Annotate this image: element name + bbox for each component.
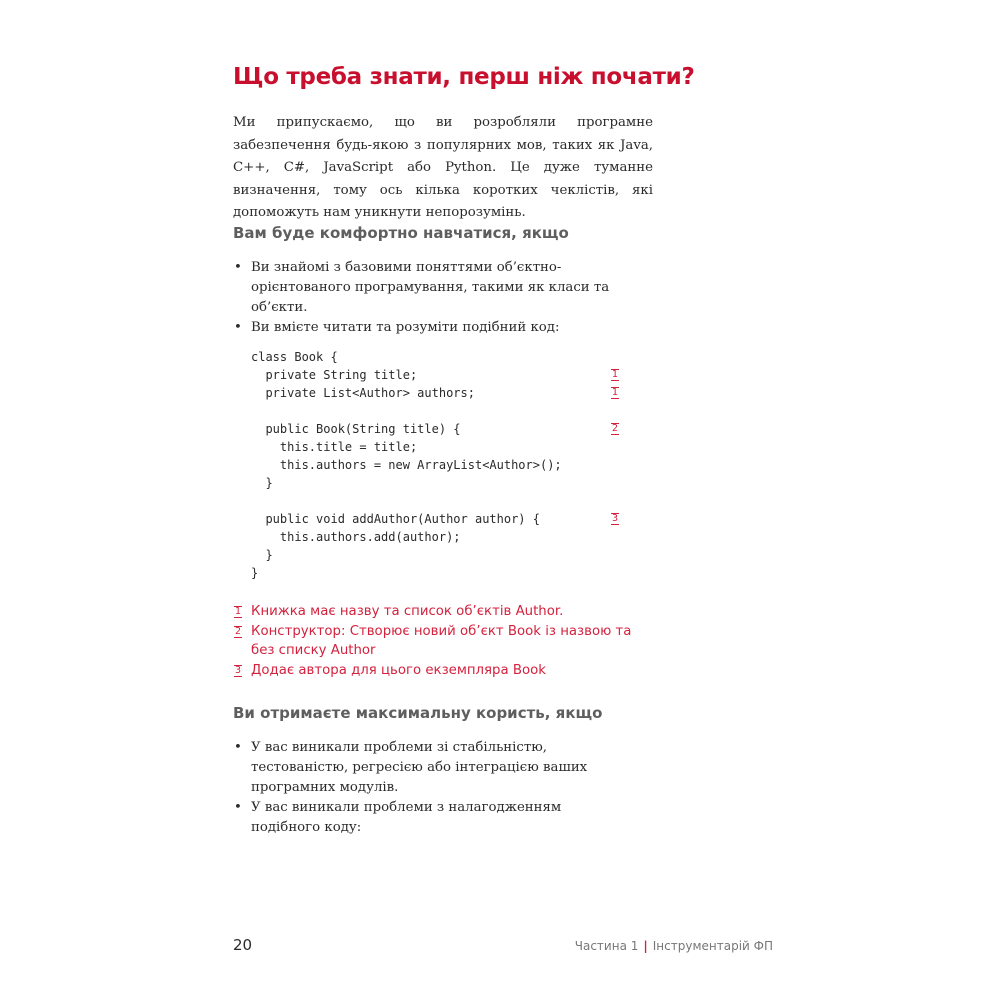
- list-item-text: У вас виникали проблеми зі стабільністю, тестованістю, регресією або інтеграцією ваших програмних модулів.: [251, 740, 588, 795]
- code-text: private List<Author> authors;: [251, 386, 475, 400]
- annotation-note: [233, 622, 633, 661]
- annotation-marker: 3: [235, 664, 242, 676]
- code-line: [251, 348, 631, 366]
- list-item: [233, 738, 633, 798]
- bullet-list-comfortable: [233, 258, 633, 338]
- bullet-icon: •: [234, 320, 242, 335]
- code-line: [251, 564, 631, 582]
- bullet-icon: •: [234, 260, 242, 275]
- footer-part: Частина 1: [574, 939, 639, 953]
- footer-chapter: Інструментарій ФП: [652, 939, 773, 953]
- page-number: 20: [233, 936, 253, 954]
- list-item-text: Ви вмієте читати та розуміти подібний код:: [251, 320, 560, 335]
- annotation-text: Конструктор: Створює новий об’єкт Book із назвою та без списку Author: [251, 623, 632, 658]
- code-line: [251, 456, 631, 474]
- code-text: public void addAuthor(Author author) {: [251, 512, 540, 526]
- code-line: [251, 546, 631, 564]
- code-line: [251, 474, 631, 492]
- code-annotations: [233, 602, 633, 680]
- book-page: [233, 0, 773, 1000]
- list-item-text: У вас виникали проблеми з налагодженням подібного коду:: [251, 800, 562, 835]
- annotation-note: [233, 602, 633, 622]
- annotation-marker: 1: [612, 387, 619, 398]
- list-item: [233, 258, 633, 318]
- list-item: [233, 798, 633, 838]
- bullet-list-benefit: [233, 738, 633, 838]
- annotation-text: Книжка має назву та список об’єктів Author.: [251, 604, 564, 619]
- annotation-marker: 2: [235, 625, 242, 637]
- code-text: this.title = title;: [251, 440, 418, 454]
- annotation-marker: 3: [612, 513, 619, 524]
- list-item-text: Ви знайомі з базовими поняттями об’єктно-орієнтованого програмування, такими як класи та об’єкти.: [251, 260, 610, 315]
- code-text: }: [251, 476, 273, 490]
- intro-paragraph: Ми припускаємо, що ви розробляли програмне забезпечення будь-якою з популярних мов, таких як Java, C++, C#, JavaScript або Python. Це дуже туманне визначення, тому ось кілька коротких чеклістів, які допоможуть нам уникнути непорозумінь.: [233, 115, 653, 220]
- annotation-marker: 1: [235, 606, 242, 617]
- code-text: }: [251, 566, 259, 580]
- code-line: [251, 510, 631, 528]
- bullet-icon: •: [234, 740, 242, 755]
- code-line: [251, 402, 631, 420]
- code-text: class Book {: [251, 350, 338, 364]
- code-line: [251, 438, 631, 456]
- code-text: private String title;: [251, 368, 418, 382]
- list-item: [233, 318, 633, 338]
- footer-separator: |: [643, 939, 648, 953]
- code-text: public Book(String title) {: [251, 422, 461, 436]
- annotation-note: [233, 661, 633, 681]
- bullet-icon: •: [234, 800, 242, 815]
- code-line: [251, 366, 631, 384]
- page-title: Що треба знати, перш ніж почати?: [233, 64, 695, 90]
- section-heading-comfortable: Вам буде комфортно навчатися, якщо: [233, 224, 569, 242]
- code-line: [251, 492, 631, 510]
- code-block: [251, 348, 631, 582]
- annotation-marker: 1: [612, 369, 619, 380]
- code-text: this.authors.add(author);: [251, 530, 461, 544]
- code-line: [251, 384, 631, 402]
- code-line: [251, 528, 631, 546]
- annotation-text: Додає автора для цього екземпляра Book: [251, 662, 546, 678]
- section-heading-benefit: Ви отримаєте максимальну користь, якщо: [233, 704, 603, 722]
- running-footer: [575, 939, 773, 953]
- code-text: }: [251, 548, 273, 562]
- annotation-marker: 2: [612, 423, 619, 434]
- code-text: this.authors = new ArrayList<Author>();: [251, 458, 562, 472]
- code-line: [251, 420, 631, 438]
